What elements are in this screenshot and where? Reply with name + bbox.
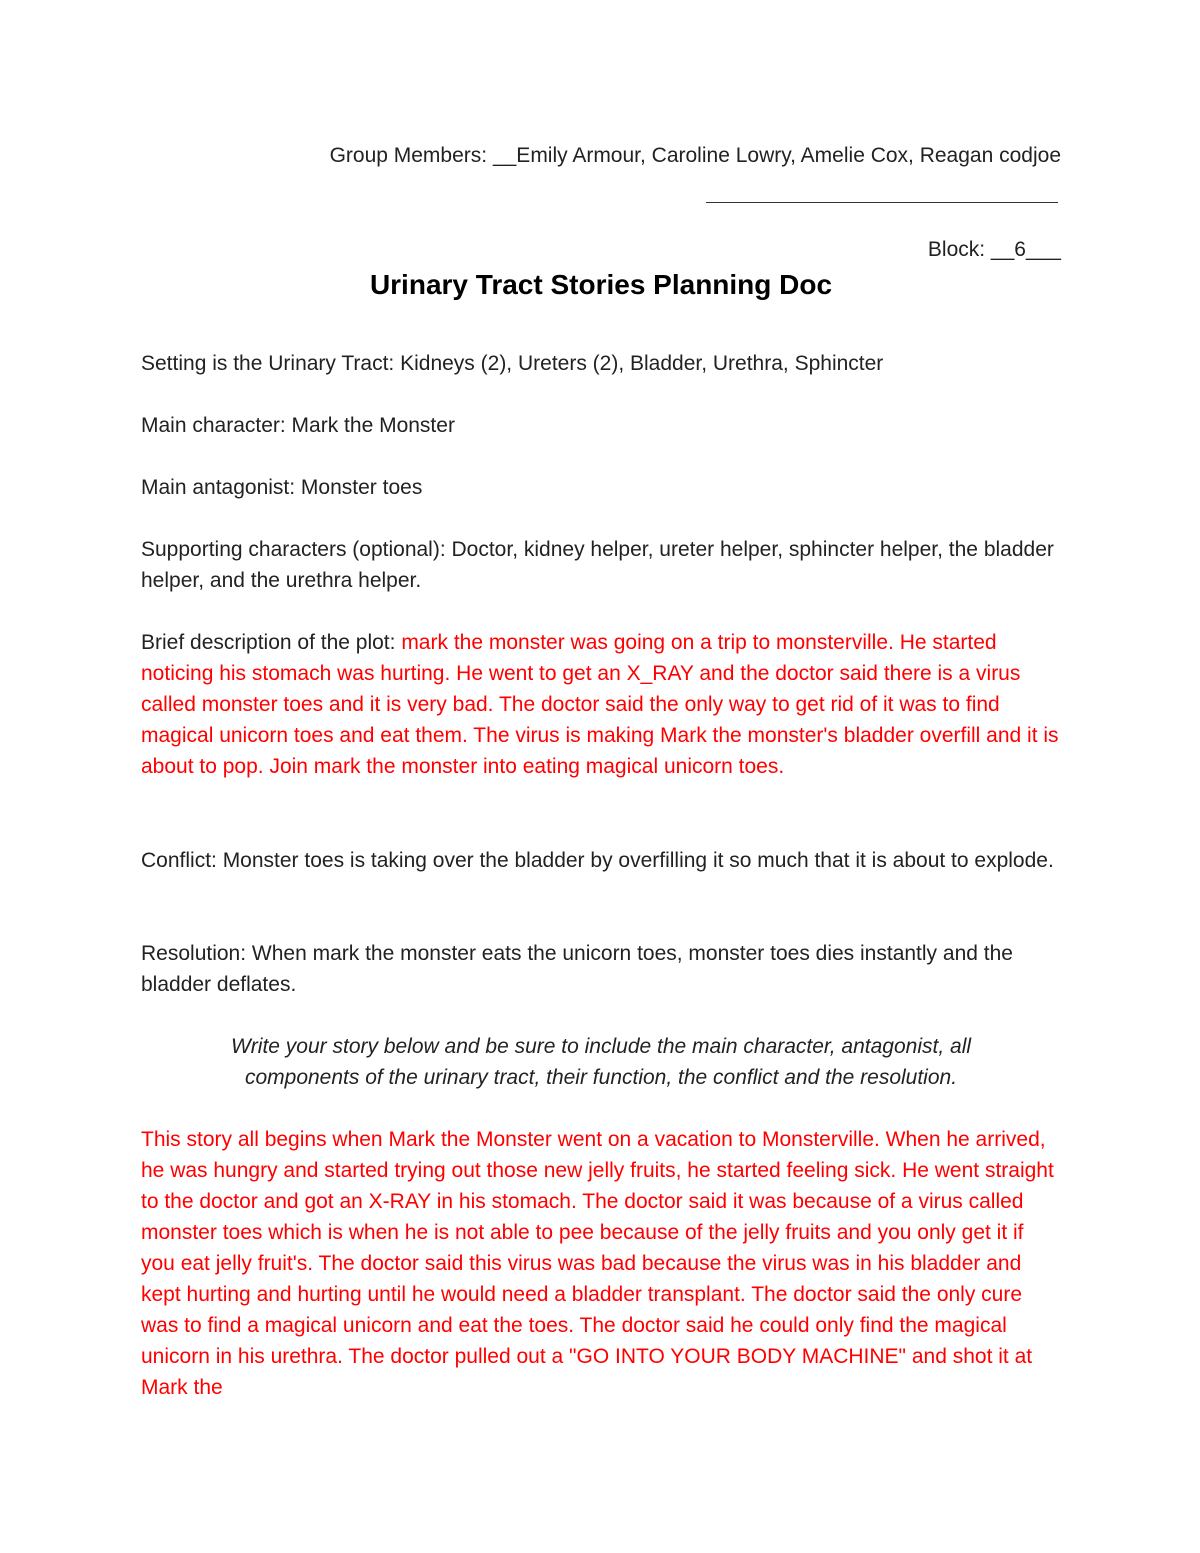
main-antagonist-field: Main antagonist: Monster toes	[141, 476, 423, 499]
conflict-field: Conflict: Monster toes is taking over the bladder by overfilling it so much that it is about to explode.	[141, 849, 1054, 872]
resolution-field: Resolution: When mark the monster eats the unicorn toes, monster toes dies instantly and the bladder deflates.	[141, 942, 1013, 996]
plot-label: Brief description of the plot:	[141, 631, 402, 654]
main-character-field: Main character: Mark the Monster	[141, 414, 455, 437]
page-title: Urinary Tract Stories Planning Doc	[369, 269, 833, 300]
supporting-characters-field: Supporting characters (optional): Doctor, kidney helper, ureter helper, sphincter helper, the bladder helper, and the urethra helper.	[141, 538, 1054, 592]
story-text: This story all begins when Mark the Monster went on a vacation to Monsterville. When he arrived, he was hungry and started trying out those new jelly fruits, he started feeling sick. He went straight to the doctor and got an X-RAY in his stomach. The doctor said it was because of a virus called monster toes which is when he is not able to pee because of the jelly fruits and you only get it if you eat jelly fruit's. The doctor said this virus was bad because the virus was in his bladder and kept hurting and hurting until he would need a bladder transplant. The doctor said the only cure was to find a magical unicorn and eat the toes. The doctor said he could only find the magical unicorn in his urethra. The doctor pulled out a "GO INTO YOUR BODY MACHINE" and shot it at Mark the	[141, 1128, 1054, 1399]
plot-field	[141, 627, 1061, 782]
story-instructions: Write your story below and be sure to include the main character, antagonist, all components of the urinary tract, their function, the conflict and the resolution.	[230, 1035, 972, 1089]
block-line: Block: __6___	[927, 238, 1061, 261]
group-members-line: Group Members: __Emily Armour, Caroline Lowry, Amelie Cox, Reagan codjoe	[329, 144, 1061, 167]
document-page	[141, 0, 1061, 1553]
setting-field: Setting is the Urinary Tract: Kidneys (2), Ureters (2), Bladder, Urethra, Sphincter	[141, 352, 884, 375]
group-members-underline	[706, 202, 1058, 203]
plot-text: mark the monster was going on a trip to monsterville. He started noticing his stomach was hurting. He went to get an X_RAY and the doctor said there is a virus called monster toes and it is very bad. The doctor said the only way to get rid of it was to find magical unicorn toes and eat them. The virus is making Mark the monster's bladder overfill and it is about to pop. Join mark the monster into eating magical unicorn toes.	[141, 631, 1059, 778]
